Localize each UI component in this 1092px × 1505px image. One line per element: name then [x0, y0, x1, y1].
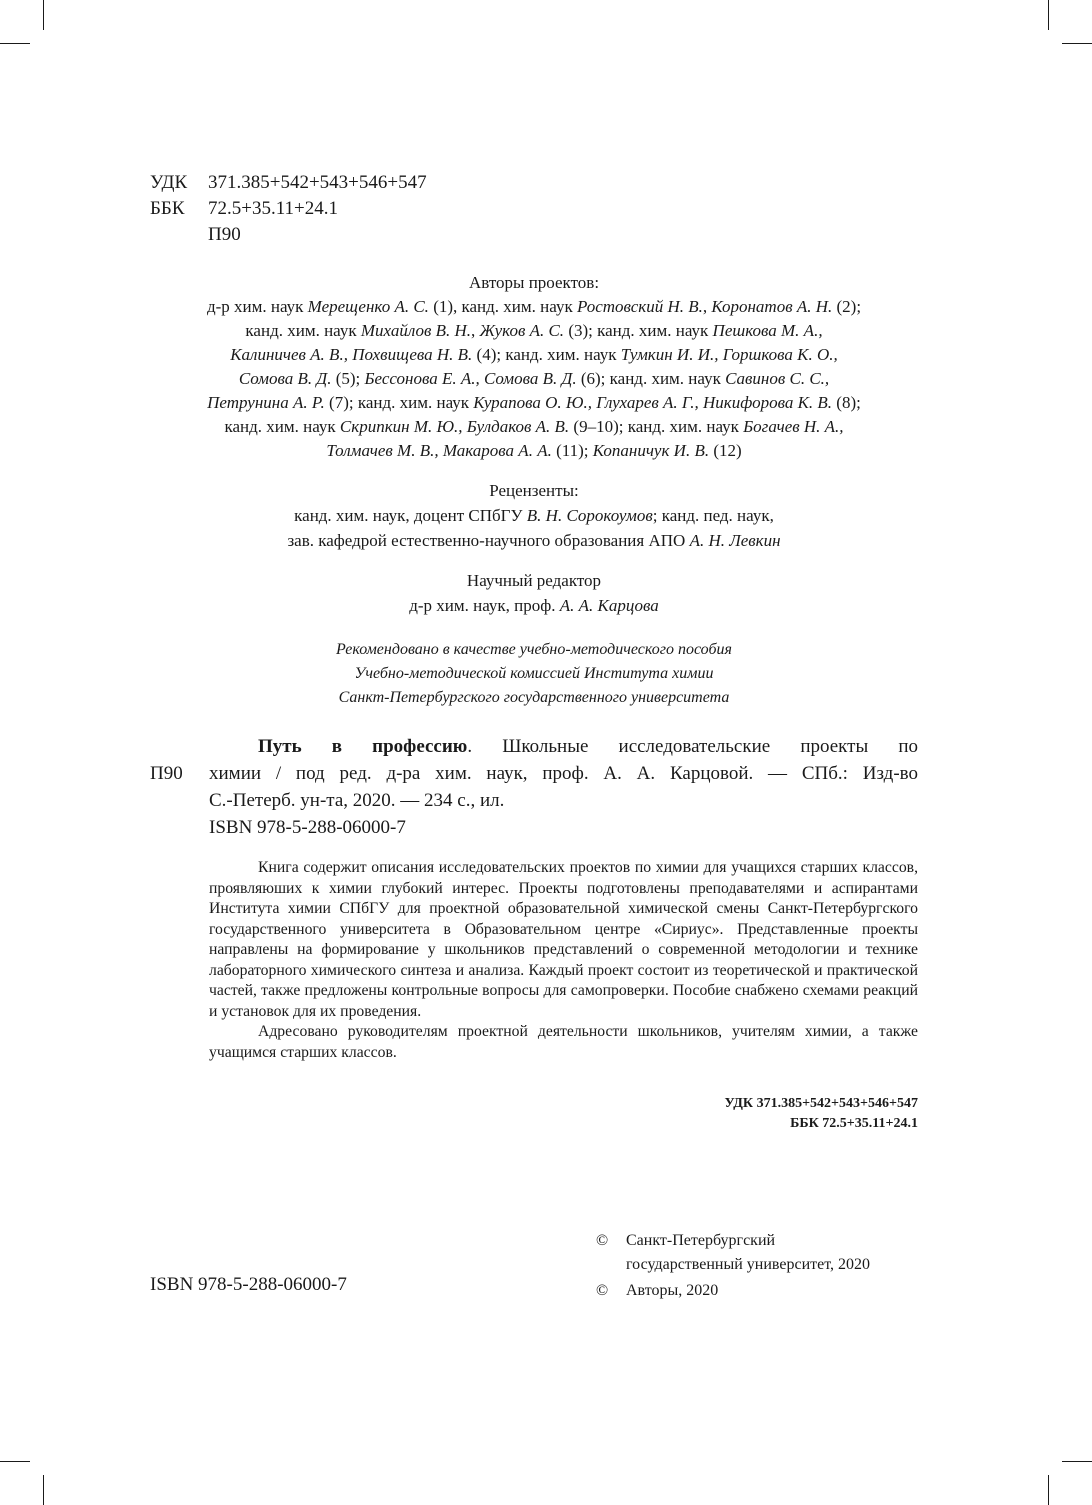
- authors-name: Жуков А. С.: [479, 321, 565, 340]
- authors-text: (5);: [331, 369, 365, 388]
- authors-line-4: [150, 367, 918, 391]
- authors-text: (1), канд. хим. наук: [428, 297, 577, 316]
- authors-name: Пешкова М. А.,: [712, 321, 823, 340]
- authors-name: Коронатов А. Н.: [711, 297, 833, 316]
- authors-text: (4); канд. хим. наук: [472, 345, 621, 364]
- authors-name: Петрунина А. Р.: [207, 393, 325, 412]
- copyright-university: [596, 1229, 870, 1277]
- editor-heading: Научный редактор: [466, 571, 602, 590]
- crop-mark-bottom-right-horizontal: [1062, 1461, 1092, 1462]
- authors-text: (7); канд. хим. наук: [324, 393, 474, 412]
- footer-isbn: ISBN 978-5-288-06000-7: [150, 1274, 347, 1295]
- recommendation-line-3: Санкт-Петербургского государственного университета: [338, 689, 730, 706]
- authors-name: Тумкин И. И., Горшкова К. О.,: [620, 345, 838, 364]
- authors-name: Ростовский Н. В.: [576, 297, 703, 316]
- authors-text: (2);: [832, 297, 862, 316]
- authors-name: Толмачев М. В., Макарова А. А.: [326, 441, 552, 460]
- bbk-value: 72.5+35.11+24.1: [208, 198, 338, 219]
- bibliographic-line-3: С.-Петерб. ун-та, 2020. — 234 с., ил.: [209, 790, 505, 811]
- authors-name: Михайлов В. Н.: [360, 321, 472, 340]
- book-subtitle: . Школьные исследовательские проекты по: [467, 736, 918, 757]
- crop-mark-top-left-horizontal: [0, 43, 30, 44]
- reviewers-line-1: [150, 503, 918, 528]
- recommendation-line-1: Рекомендовано в качестве учебно-методического пособия: [336, 641, 732, 658]
- recommendation-block: [150, 638, 918, 710]
- reviewers-name: А. Н. Левкин: [689, 531, 781, 550]
- bbk-line: [150, 196, 427, 222]
- copyright-symbol-1: ©: [596, 1232, 609, 1249]
- reviewers-heading: Рецензенты:: [489, 481, 579, 500]
- authors-list: [150, 295, 918, 463]
- reviewers-line-2: [150, 528, 918, 553]
- authors-line-2: [150, 319, 918, 343]
- authors-text: (8);: [832, 393, 861, 412]
- authors-line-3: [150, 343, 918, 367]
- editor-name: А. А. Карцова: [559, 596, 659, 615]
- authors-name: Копаничук И. В.: [592, 441, 710, 460]
- authors-heading: Авторы проектов:: [468, 273, 600, 292]
- reviewers-text: зав. кафедрой естественно-научного образования АПО: [287, 531, 690, 550]
- signature-udk: УДК 371.385+542+543+546+547: [724, 1096, 918, 1111]
- authors-text: канд. хим. наук: [245, 321, 361, 340]
- annotation-paragraph-2: Адресовано руководителям проектной деятельности школьников, учителям химии, а также учащимся старших классов.: [209, 1023, 918, 1061]
- recommendation-line-2: Учебно-методической комиссией Института химии: [354, 665, 714, 682]
- author-mark: П90: [208, 224, 241, 245]
- bibliographic-line-1: [209, 733, 918, 760]
- annotation: [209, 858, 918, 1063]
- copyright-authors-text: Авторы, 2020: [626, 1282, 719, 1299]
- authors-text: (9–10); канд. хим. наук: [569, 417, 744, 436]
- copyright-university-line-2: государственный университет, 2020: [626, 1256, 871, 1273]
- crop-mark-bottom-left-horizontal: [0, 1461, 30, 1462]
- authors-text: д-р хим. наук: [206, 297, 308, 316]
- crop-mark-top-right-vertical: [1048, 0, 1049, 30]
- reviewers-section: [150, 478, 918, 553]
- signature-bbk: ББК 72.5+35.11+24.1: [790, 1116, 918, 1131]
- authors-line-7: [150, 439, 918, 463]
- reviewers-name: В. Н. Сорокоумов: [526, 506, 653, 525]
- authors-text: (6); канд. хим. наук: [576, 369, 726, 388]
- authors-text: (3); канд. хим. наук: [564, 321, 713, 340]
- copyright-block: [596, 1229, 870, 1305]
- authors-text: (11);: [551, 441, 593, 460]
- reviewers-text: ; канд. пед. наук,: [652, 506, 774, 525]
- reviewers-list: [150, 503, 918, 553]
- authors-name: Савинов С. С.,: [725, 369, 830, 388]
- bibliographic-record: [209, 733, 918, 841]
- udk-value: 371.385+542+543+546+547: [208, 172, 427, 193]
- editor-line-1: [150, 593, 918, 618]
- editor-section: [150, 568, 918, 618]
- authors-text: ,: [471, 321, 480, 340]
- crop-mark-bottom-left-vertical: [43, 1475, 44, 1505]
- authors-name: Бессонова Е. А., Сомова В. Д.: [364, 369, 577, 388]
- authors-section: [150, 271, 918, 463]
- authors-text: (12): [709, 441, 742, 460]
- book-title: Путь в профессию: [258, 736, 468, 757]
- bibliographic-isbn: ISBN 978-5-288-06000-7: [209, 817, 406, 838]
- bibliographic-line-2: химии / под ред. д-ра хим. наук, проф. А. А. Карцовой. — СПб.: Изд-во: [209, 763, 918, 784]
- authors-name: Похвищева Н. В.: [352, 345, 473, 364]
- crop-mark-top-right-horizontal: [1062, 43, 1092, 44]
- signature-block: [600, 1094, 918, 1134]
- crop-mark-bottom-right-vertical: [1048, 1475, 1049, 1505]
- crop-mark-top-left-vertical: [43, 0, 44, 30]
- authors-name: Сомова В. Д.: [238, 369, 332, 388]
- authors-name: Богачев Н. А.,: [743, 417, 844, 436]
- classification-block: [150, 170, 427, 248]
- bibliographic-mark: П90: [150, 763, 183, 784]
- authors-name: Мерещенко А. С.: [307, 297, 429, 316]
- author-mark-line: [150, 222, 427, 248]
- editor-name: [150, 593, 918, 618]
- authors-name: Калиничев А. В.,: [230, 345, 348, 364]
- editor-text: д-р хим. наук, проф.: [409, 596, 560, 615]
- copyright-authors: [596, 1279, 870, 1303]
- authors-line-5: [150, 391, 918, 415]
- annotation-paragraph-1: Книга содержит описания исследовательских проектов по химии для учащихся старших классов, проявляюших к химии глубокий интерес. Проекты подготовлены преподавателями и аспирантами Института химии СПбГУ для проектной образовательной химической смены Санкт-Петербургского государственного университета в Образовательном центре «Сириус». Представленные проекты направлены на формирование у школьников представлений о современной методологии и технике лабораторного химического синтеза и анализа. Каждый проект состоит из теоретической и практической частей, также предложены контрольные вопросы для самопроверки. Пособие снабжено схемами реакций и установок для их проведения.: [209, 859, 918, 1020]
- reviewers-text: канд. хим. наук, доцент СПбГУ: [294, 506, 527, 525]
- authors-text: канд. хим. наук: [224, 417, 340, 436]
- authors-text: ,: [702, 297, 712, 316]
- copyright-university-line-1: Санкт-Петербургский: [626, 1232, 776, 1249]
- udk-line: [150, 170, 427, 196]
- authors-line-1: [150, 295, 918, 319]
- authors-line-6: [150, 415, 918, 439]
- udk-label: УДК: [150, 172, 188, 193]
- authors-name: Курапова О. Ю., Глухарев А. Г., Никифорова К. В.: [473, 393, 833, 412]
- copyright-symbol-2: ©: [596, 1282, 609, 1299]
- bbk-label: ББК: [150, 198, 185, 219]
- authors-name: Скрипкин М. Ю., Булдаков А. В.: [339, 417, 570, 436]
